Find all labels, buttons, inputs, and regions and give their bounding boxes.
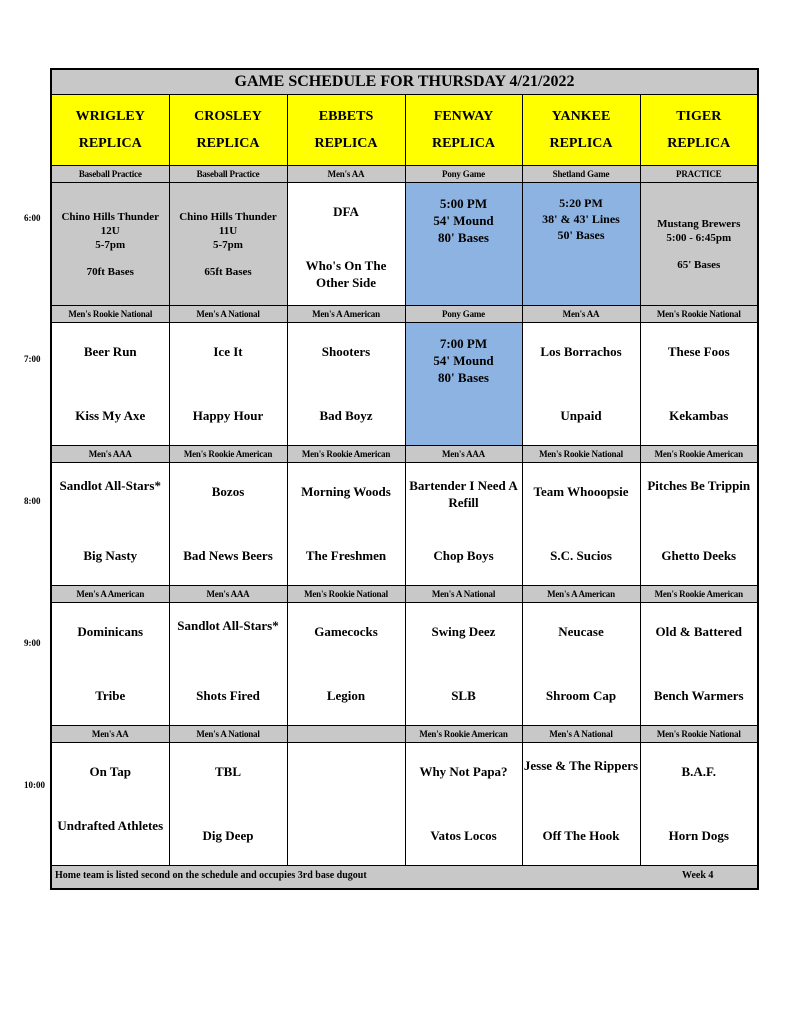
home-team: Legion (326, 688, 366, 703)
practice-cell (640, 183, 758, 306)
field-header-tiger (640, 95, 758, 166)
home-team: Tribe (95, 688, 126, 703)
time-label-7: 7:00 (24, 354, 41, 364)
game-cell (522, 603, 640, 726)
away-team: Old & Battered (655, 624, 742, 639)
game-cell (287, 323, 405, 446)
home-team: Horn Dogs (668, 828, 729, 843)
division-label: Men's A American (287, 306, 405, 323)
time-label-10: 10:00 (24, 780, 45, 790)
division-label: Men's AAA (51, 446, 169, 463)
away-team: On Tap (89, 764, 132, 779)
home-team: Bad News Beers (183, 548, 273, 563)
division-label: Men's Rookie National (287, 586, 405, 603)
game-cell (640, 463, 758, 586)
home-team: Ghetto Deeks (661, 548, 737, 563)
division-label: Men's A National (522, 726, 640, 743)
line-distance: 38' & 43' Lines (542, 212, 620, 226)
home-team: Bad Boyz (319, 408, 373, 423)
division-label: Men's AA (287, 166, 405, 183)
away-team: Ice It (213, 344, 243, 359)
field-name: CROSLEY (194, 109, 262, 124)
division-label: Men's Rookie American (640, 586, 758, 603)
field-sub: REPLICA (549, 136, 613, 151)
practice-age: 11U (218, 224, 238, 237)
base-distance: 50' Bases (557, 228, 605, 242)
division-label: Men's Rookie American (287, 446, 405, 463)
practice-hours: 5:00 - 6:45pm (666, 231, 732, 244)
slot-label-row (51, 586, 758, 603)
game-cell (51, 323, 169, 446)
home-team: Undrafted Athletes (57, 818, 164, 833)
game-cell (169, 603, 287, 726)
home-team: Kekambas (669, 408, 729, 423)
slot-row (51, 463, 758, 586)
away-team: Dominicans (77, 624, 144, 639)
slot-row (51, 323, 758, 446)
division-label: Men's AA (522, 306, 640, 323)
game-cell (287, 603, 405, 726)
home-team: Unpaid (560, 408, 602, 423)
field-sub: REPLICA (431, 136, 495, 151)
mound-distance: 54' Mound (433, 213, 494, 228)
schedule-title: GAME SCHEDULE FOR THURSDAY 4/21/2022 (51, 69, 758, 95)
game-cell-empty (287, 743, 405, 866)
game-time: 5:20 PM (559, 196, 603, 210)
home-team: Shroom Cap (545, 688, 617, 703)
field-name: YANKEE (551, 109, 611, 124)
field-header-ebbets (287, 95, 405, 166)
slot-label-row (51, 166, 758, 183)
away-team: Shooters (321, 344, 371, 359)
home-team-note: Home team is listed second on the schedule and occupies 3rd base dugout (55, 870, 367, 881)
slot-row (51, 603, 758, 726)
field-sub: REPLICA (78, 136, 142, 151)
base-distance: 80' Bases (438, 230, 489, 245)
away-team: Neucase (558, 624, 604, 639)
away-team: Why Not Papa? (419, 764, 508, 779)
division-label: Men's Rookie National (51, 306, 169, 323)
away-team: Sandlot All-Stars* (177, 618, 279, 633)
division-label: Men's Rookie American (169, 446, 287, 463)
shetland-game-cell (522, 183, 640, 306)
game-cell (405, 463, 522, 586)
away-team: DFA (333, 204, 359, 219)
base-distance: 80' Bases (438, 370, 489, 385)
field-sub: REPLICA (196, 136, 260, 151)
mound-distance: 54' Mound (433, 353, 494, 368)
field-header-yankee (522, 95, 640, 166)
field-name: EBBETS (318, 109, 374, 124)
field-header-fenway (405, 95, 522, 166)
practice-team: Mustang Brewers (657, 217, 741, 230)
division-label: Men's AAA (169, 586, 287, 603)
game-time: 5:00 PM (439, 196, 488, 211)
division-label: Pony Game (405, 306, 522, 323)
division-label: Men's A National (169, 726, 287, 743)
home-team: The Freshmen (305, 548, 387, 563)
practice-team: Chino Hills Thunder (179, 210, 277, 223)
away-team: These Foos (667, 344, 730, 359)
home-team: Who's On The Other Side (305, 258, 387, 290)
time-label-8: 8:00 (24, 496, 41, 506)
practice-bases: 70ft Bases (86, 265, 134, 278)
practice-hours: 5-7pm (213, 238, 243, 251)
practice-bases: 65ft Bases (204, 265, 252, 278)
field-name: FENWAY (433, 109, 494, 124)
time-label-6: 6:00 (24, 213, 41, 223)
practice-cell (169, 183, 287, 306)
slot-label-row (51, 726, 758, 743)
field-header-crosley (169, 95, 287, 166)
field-sub: REPLICA (667, 136, 731, 151)
home-team: Bench Warmers (653, 688, 744, 703)
game-cell (640, 743, 758, 866)
away-team: Bartender I Need A Refill (409, 478, 518, 510)
game-cell (522, 323, 640, 446)
away-team: Swing Deez (431, 624, 496, 639)
division-label (287, 726, 405, 743)
home-team: Kiss My Axe (75, 408, 146, 423)
away-team: B.A.F. (681, 764, 717, 779)
home-team: Vatos Locos (430, 828, 497, 843)
away-team: Beer Run (83, 344, 137, 359)
field-name: TIGER (676, 109, 722, 124)
division-label: Men's Rookie National (522, 446, 640, 463)
game-cell (51, 463, 169, 586)
home-team: SLB (451, 688, 476, 703)
division-label: Men's A National (405, 586, 522, 603)
game-cell (405, 603, 522, 726)
away-team: Pitches Be Trippin (647, 478, 751, 493)
division-label: Pony Game (405, 166, 522, 183)
game-cell (287, 183, 405, 306)
division-label: Men's AAA (405, 446, 522, 463)
away-team: Morning Woods (301, 484, 391, 499)
game-cell (640, 323, 758, 446)
division-label: Men's A American (522, 586, 640, 603)
division-label: PRACTICE (640, 166, 758, 183)
game-cell (169, 323, 287, 446)
away-team: Gamecocks (314, 624, 378, 639)
schedule-table (50, 68, 759, 890)
home-team: S.C. Sucios (550, 548, 612, 563)
game-time: 7:00 PM (439, 336, 488, 351)
slot-row (51, 743, 758, 866)
division-label: Men's A National (169, 306, 287, 323)
practice-age: 12U (100, 224, 120, 237)
away-team: Los Borrachos (540, 344, 622, 359)
game-cell (169, 743, 287, 866)
field-name: WRIGLEY (75, 109, 145, 124)
division-label: Men's Rookie National (640, 306, 758, 323)
division-label: Men's Rookie American (405, 726, 522, 743)
home-team: Big Nasty (83, 548, 138, 563)
game-cell (51, 743, 169, 866)
game-cell (640, 603, 758, 726)
division-label: Men's Rookie American (640, 446, 758, 463)
field-header-wrigley (51, 95, 169, 166)
week-label: Week 4 (682, 870, 714, 881)
division-label: Men's AA (51, 726, 169, 743)
home-team: Shots Fired (196, 688, 260, 703)
slot-label-row (51, 446, 758, 463)
division-label: Baseball Practice (169, 166, 287, 183)
home-team: Dig Deep (202, 828, 254, 843)
practice-team: Chino Hills Thunder (61, 210, 160, 223)
game-cell (51, 603, 169, 726)
away-team: Jesse & The Rippers (523, 758, 639, 773)
away-team: Team Whooopsie (533, 484, 629, 499)
home-team: Off The Hook (542, 828, 620, 843)
slot-label-row (51, 306, 758, 323)
practice-hours: 5-7pm (95, 238, 126, 251)
game-cell (405, 743, 522, 866)
game-cell (169, 463, 287, 586)
time-label-9: 9:00 (24, 638, 41, 648)
pony-game-cell (405, 183, 522, 306)
schedule-footer (51, 866, 758, 890)
practice-bases: 65' Bases (677, 258, 721, 271)
division-label: Baseball Practice (51, 166, 169, 183)
pony-game-cell (405, 323, 522, 446)
practice-cell (51, 183, 169, 306)
game-cell (522, 463, 640, 586)
division-label: Shetland Game (522, 166, 640, 183)
away-team: TBL (214, 764, 241, 779)
home-team: Chop Boys (433, 548, 494, 563)
away-team: Sandlot All-Stars* (59, 478, 161, 493)
away-team: Bozos (211, 484, 245, 499)
game-cell (287, 463, 405, 586)
slot-row (51, 183, 758, 306)
home-team: Happy Hour (192, 408, 264, 423)
division-label: Men's Rookie National (640, 726, 758, 743)
game-cell (522, 743, 640, 866)
field-sub: REPLICA (314, 136, 378, 151)
division-label: Men's A American (51, 586, 169, 603)
